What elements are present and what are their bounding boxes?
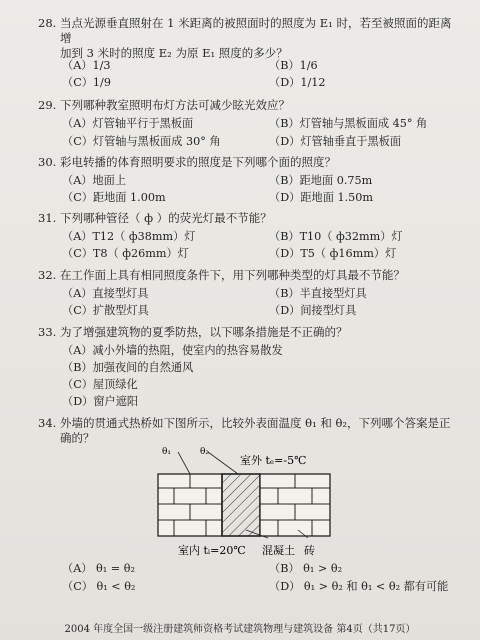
option-c[interactable]: （C）1/9: [62, 76, 111, 89]
question-31: [38, 211, 460, 226]
question-34: [38, 416, 460, 446]
question-28: [38, 16, 460, 61]
question-30: [38, 155, 460, 170]
question-stem-line: 加到 3 米时的照度 E₂ 为原 E₁ 照度的多少？: [60, 46, 288, 60]
option-c[interactable]: （C）灯管轴与黑板面成 30° 角: [62, 135, 221, 148]
brick-label: 砖: [304, 544, 315, 557]
option-d[interactable]: （D）T5（ ф16mm）灯: [269, 247, 397, 260]
option-d[interactable]: （D）灯管轴垂直于黑板面: [269, 135, 402, 148]
question-29: [38, 98, 460, 113]
question-stem-line: 确的？: [60, 431, 95, 445]
question-number: 28.: [38, 16, 57, 30]
question-stem-line: 下列哪种管径（ ф ）的荧光灯最不节能？: [60, 211, 272, 225]
option-a[interactable]: （A）减小外墙的热阻，使室内的热容易散发: [62, 344, 283, 357]
option-b[interactable]: （B）加强夜间的自然通风: [62, 361, 194, 374]
option-d[interactable]: （D）间接型灯具: [269, 304, 357, 317]
question-stem-line: 外墙的贯通式热桥如下图所示，比较外表面温度 θ₁ 和 θ₂，下列哪个答案是正: [60, 416, 451, 430]
concrete-column: [222, 474, 260, 536]
option-a[interactable]: （A）T12（ ф38mm）灯: [62, 230, 196, 243]
option-c[interactable]: （C）距地面 1.00m: [62, 191, 166, 204]
question-number: 29.: [38, 98, 57, 112]
option-a[interactable]: （A）灯管轴平行于黑板面: [62, 117, 194, 130]
option-d[interactable]: （D）距地面 1.50m: [269, 191, 373, 204]
question-number: 32.: [38, 268, 57, 282]
question-32: [38, 268, 460, 283]
option-c[interactable]: （C）扩散型灯具: [62, 304, 149, 317]
option-a[interactable]: （A）1/3: [62, 59, 111, 72]
concrete-label: 混凝土: [262, 544, 295, 557]
inside-temperature-label: 室内 tᵢ=20℃: [178, 544, 246, 557]
theta1-label: θ₁: [162, 447, 172, 457]
question-stem-line: 当点光源垂直照射在 1 米距离的被照面时的照度为 E₁ 时，若至被照面的距离增: [60, 16, 452, 45]
option-b[interactable]: （B）灯管轴与黑板面成 45° 角: [269, 117, 428, 130]
question-number: 31.: [38, 211, 57, 225]
option-d[interactable]: （D） θ₁ > θ₂ 和 θ₁ < θ₂ 都有可能: [269, 580, 449, 593]
question-number: 34.: [38, 416, 57, 430]
option-c[interactable]: （C）屋顶绿化: [62, 378, 138, 391]
question-stem-line: 为了增强建筑物的夏季防热，以下哪条措施是不正确的？: [60, 325, 348, 339]
theta2-leader: [208, 452, 238, 474]
option-b[interactable]: （B）T10（ ф32mm）灯: [269, 230, 403, 243]
option-a[interactable]: （A）地面上: [62, 174, 127, 187]
option-b[interactable]: （B）距地面 0.75m: [269, 174, 373, 187]
theta2-label: θ₂: [200, 447, 210, 457]
option-c[interactable]: （C） θ₁ < θ₂: [62, 580, 136, 593]
outside-temperature-label: 室外 tₑ=-5℃: [240, 454, 307, 467]
option-b[interactable]: （B）半直接型灯具: [269, 287, 367, 300]
option-a[interactable]: （A）直接型灯具: [62, 287, 149, 300]
option-d[interactable]: （D）1/12: [269, 76, 326, 89]
thermal-bridge-diagram: [150, 446, 350, 558]
question-number: 30.: [38, 155, 57, 169]
option-c[interactable]: （C）T8（ ф26mm）灯: [62, 247, 189, 260]
option-a[interactable]: （A） θ₁ = θ₂: [62, 562, 135, 575]
question-number: 33.: [38, 325, 57, 339]
option-b[interactable]: （B） θ₁ > θ₂: [269, 562, 343, 575]
brick-wall-right: [260, 474, 330, 536]
page-footer: 2004 年度全国一级注册建筑师资格考试建筑物理与建筑设备 第4页（共17页）: [64, 624, 416, 635]
option-b[interactable]: （B）1/6: [269, 59, 318, 72]
theta1-leader: [178, 452, 190, 474]
question-stem-line: 在工作面上具有相同照度条件下，用下列哪种类型的灯具最不节能？: [60, 268, 405, 282]
question-33: [38, 325, 460, 340]
option-d[interactable]: （D）窗户遮阳: [62, 395, 139, 408]
question-stem-line: 彩电转播的体育照明要求的照度是下列哪个面的照度？: [60, 155, 336, 169]
question-stem-line: 下列哪种教室照明布灯方法可减少眩光效应？: [60, 98, 290, 112]
brick-wall-left: [158, 474, 222, 536]
